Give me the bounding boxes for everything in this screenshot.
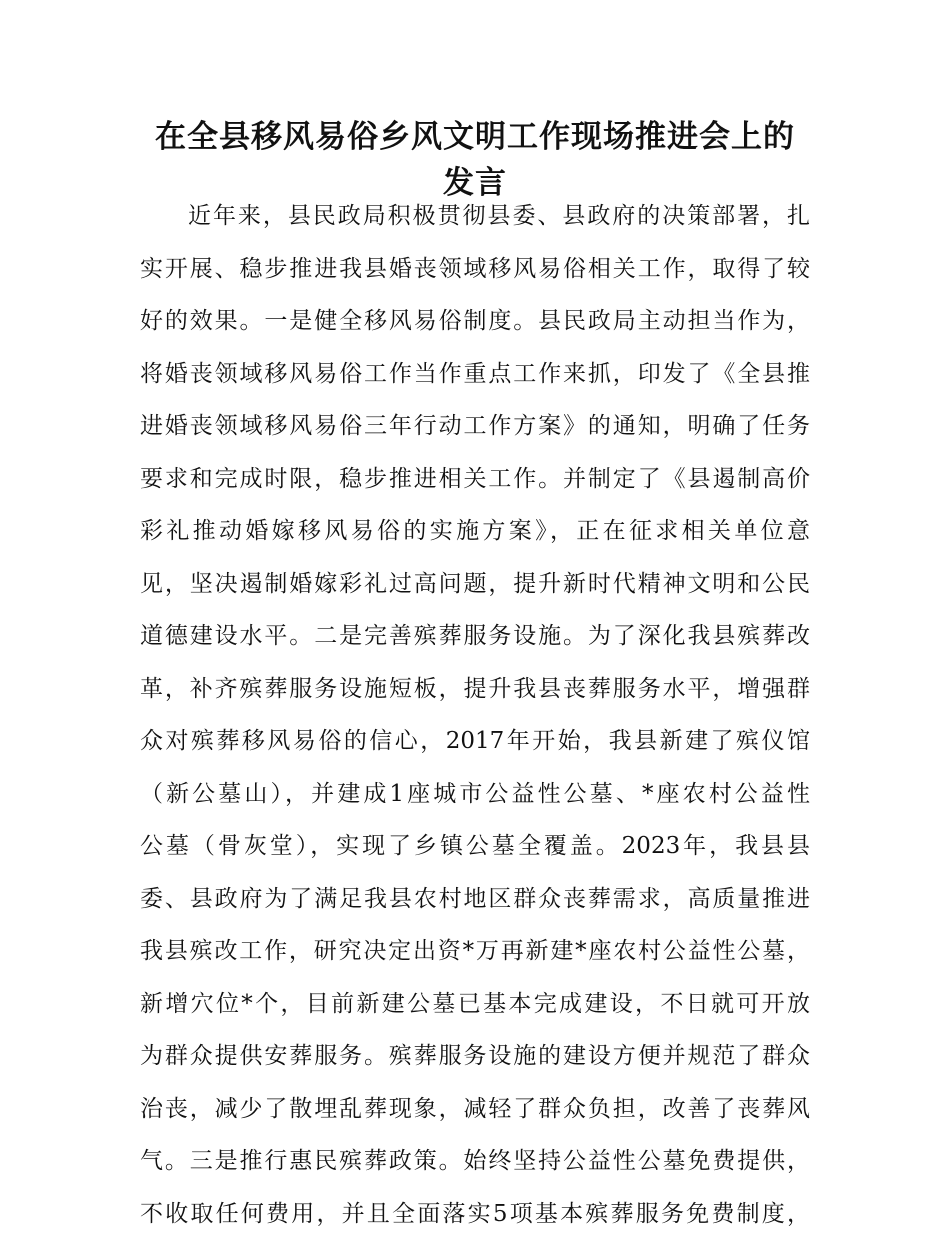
document-title-line-2: 发言 [140,160,810,206]
paragraph-line: 治丧，减少了散埋乱葬现象，减轻了群众负担，改善了丧葬风 [140,1083,810,1136]
paragraph-line: 革，补齐殡葬服务设施短板，提升我县丧葬服务水平，增强群 [140,663,810,716]
paragraph-line: 众对殡葬移风易俗的信心，2017年开始，我县新建了殡仪馆 [140,715,810,768]
paragraph-line: 要求和完成时限，稳步推进相关工作。并制定了《县遏制高价 [140,453,810,506]
paragraph-line: （新公墓山），并建成1座城市公益性公墓、*座农村公益性 [140,768,810,821]
paragraph-line: 好的效果。一是健全移风易俗制度。县民政局主动担当作为， [140,295,810,348]
document-body [140,190,810,1240]
paragraph-line: 公墓（骨灰堂），实现了乡镇公墓全覆盖。2023年，我县县 [140,820,810,873]
paragraph-line: 将婚丧领域移风易俗工作当作重点工作来抓，印发了《全县推 [140,348,810,401]
document-title-line-1: 在全县移风易俗乡风文明工作现场推进会上的 [140,114,810,160]
paragraph-line: 进婚丧领域移风易俗三年行动工作方案》的通知，明确了任务 [140,400,810,453]
paragraph-line: 我县殡改工作，研究决定出资*万再新建*座农村公益性公墓， [140,925,810,978]
paragraph-line: 委、县政府为了满足我县农村地区群众丧葬需求，高质量推进 [140,873,810,926]
paragraph-line: 不收取任何费用，并且全面落实5项基本殡葬服务免费制度， [140,1188,810,1240]
paragraph-line: 实开展、稳步推进我县婚丧领域移风易俗相关工作，取得了较 [140,243,810,296]
paragraph-line: 近年来，县民政局积极贯彻县委、县政府的决策部署，扎 [140,190,810,243]
paragraph-line: 新增穴位*个，目前新建公墓已基本完成建设，不日就可开放 [140,978,810,1031]
paragraph-line: 彩礼推动婚嫁移风易俗的实施方案》，正在征求相关单位意 [140,505,810,558]
paragraph-line: 为群众提供安葬服务。殡葬服务设施的建设方便并规范了群众 [140,1030,810,1083]
paragraph-line: 气。三是推行惠民殡葬政策。始终坚持公益性公墓免费提供， [140,1135,810,1188]
paragraph-line: 道德建设水平。二是完善殡葬服务设施。为了深化我县殡葬改 [140,610,810,663]
paragraph-line: 见，坚决遏制婚嫁彩礼过高问题，提升新时代精神文明和公民 [140,558,810,611]
